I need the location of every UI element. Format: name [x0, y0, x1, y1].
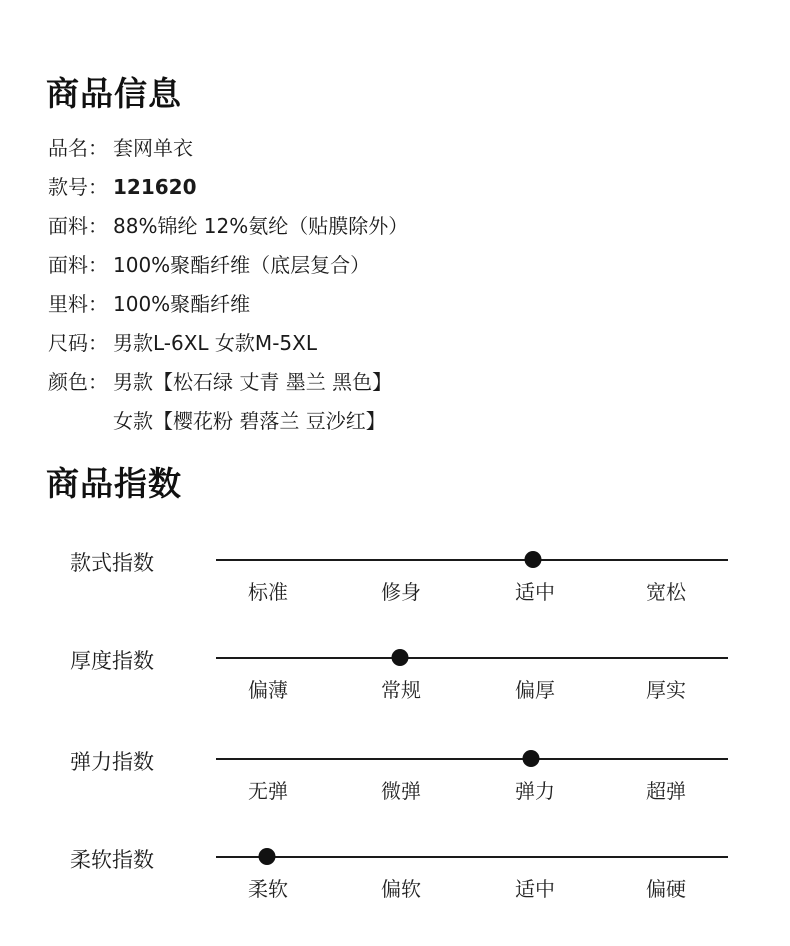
info-value: 100%聚酯纤维（底层复合）	[113, 253, 371, 277]
product-info-title: 商品信息	[46, 74, 182, 113]
scale-indicator	[525, 551, 542, 568]
info-key: 面料：	[48, 253, 108, 277]
info-row-size	[48, 328, 317, 358]
info-row-fabric-2	[48, 250, 370, 280]
scale-option: 厚实	[646, 678, 686, 702]
info-value: 男款【松石绿 丈青 墨兰 黑色】	[113, 370, 393, 394]
info-row-color	[48, 367, 392, 397]
info-key: 面料：	[48, 214, 108, 238]
scale-label: 柔软指数	[70, 848, 154, 872]
scale-track	[216, 657, 728, 659]
info-row-fabric-1	[48, 211, 408, 241]
scale-option: 常规	[381, 678, 421, 702]
scale-indicator	[392, 649, 409, 666]
scale-option: 偏硬	[646, 877, 686, 901]
scale-track	[216, 758, 728, 760]
info-value: 88%锦纶 12%氨纶（贴膜除外）	[113, 214, 409, 238]
scale-label: 款式指数	[70, 551, 154, 575]
scale-option: 微弹	[381, 779, 421, 803]
scale-indicator	[522, 750, 539, 767]
info-key: 尺码：	[48, 331, 108, 355]
info-row-name	[48, 133, 193, 163]
scale-option: 超弹	[646, 779, 686, 803]
info-value: 100%聚酯纤维	[113, 292, 251, 316]
info-row-style-number	[48, 172, 197, 202]
scale-track	[216, 559, 728, 561]
scale-label: 弹力指数	[70, 750, 154, 774]
scale-label: 厚度指数	[70, 649, 154, 673]
scale-option: 无弹	[248, 779, 288, 803]
scale-track	[216, 856, 728, 858]
info-value: 121620	[113, 175, 197, 199]
scale-option: 适中	[515, 580, 555, 604]
scale-option: 修身	[381, 580, 421, 604]
scale-option: 宽松	[646, 580, 686, 604]
scale-indicator	[259, 848, 276, 865]
scale-option: 适中	[515, 877, 555, 901]
scale-option: 偏软	[381, 877, 421, 901]
info-key: 里料：	[48, 292, 108, 316]
scale-option: 标准	[248, 580, 288, 604]
info-row-lining	[48, 289, 250, 319]
scale-option: 偏厚	[515, 678, 555, 702]
scale-option: 弹力	[515, 779, 555, 803]
info-value: 套网单衣	[113, 136, 193, 160]
scale-option: 偏薄	[248, 678, 288, 702]
info-key: 颜色：	[48, 370, 108, 394]
scale-option: 柔软	[248, 877, 288, 901]
info-color-women: 女款【樱花粉 碧落兰 豆沙红】	[113, 409, 386, 433]
info-value: 男款L-6XL 女款M-5XL	[113, 331, 317, 355]
info-key: 款号：	[48, 175, 108, 199]
product-index-title: 商品指数	[46, 464, 182, 503]
info-key: 品名：	[48, 136, 108, 160]
